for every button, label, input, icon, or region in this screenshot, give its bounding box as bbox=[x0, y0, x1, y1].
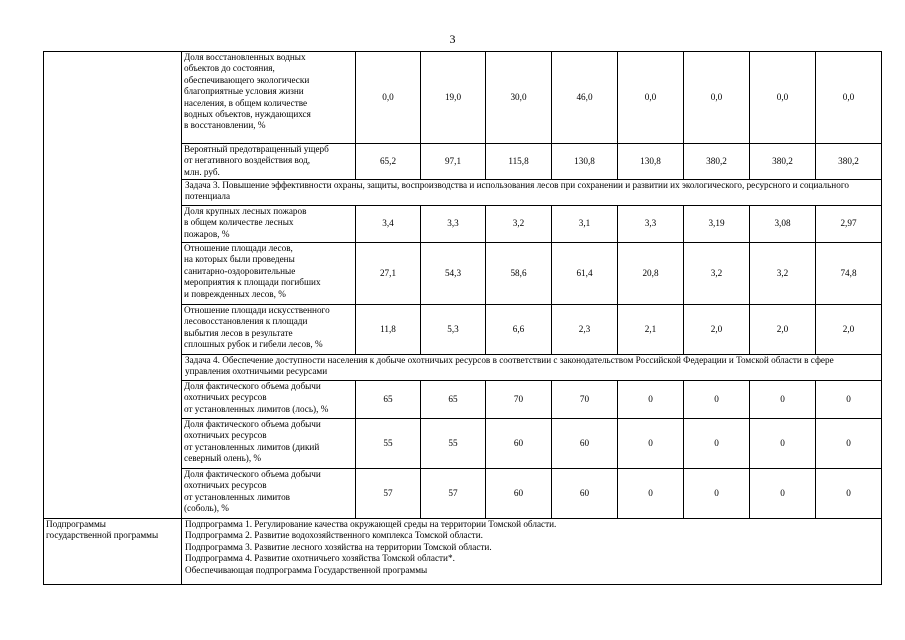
indicator-label bbox=[182, 419, 356, 469]
indicator-value: 0,0 bbox=[356, 52, 421, 144]
indicator-value: 2,97 bbox=[816, 206, 882, 243]
indicator-value: 58,6 bbox=[486, 243, 552, 305]
indicator-value: 65,2 bbox=[356, 144, 421, 180]
table-body bbox=[44, 52, 882, 585]
indicator-value: 0,0 bbox=[618, 52, 684, 144]
indicator-label-line: Доля крупных лесных пожаров bbox=[184, 206, 307, 216]
indicator-value: 2,0 bbox=[816, 305, 882, 355]
indicator-value: 115,8 bbox=[486, 144, 552, 180]
indicator-value: 0 bbox=[816, 381, 882, 419]
indicator-value: 61,4 bbox=[552, 243, 618, 305]
subprograms-heading-line: государственной программы bbox=[46, 530, 159, 541]
indicator-label-line: Вероятный предотвращенный ущерб bbox=[184, 144, 329, 154]
indicator-label-line: мероприятия к площади погибших bbox=[184, 277, 321, 288]
indicator-value: 3,1 bbox=[552, 206, 618, 243]
subprogram-item: Подпрограмма 4. Развитие охотничьего хозяйства Томской области*. bbox=[185, 553, 455, 564]
indicator-value: 3,2 bbox=[486, 206, 552, 243]
indicator-label-line: от негативного воздействия вод, bbox=[184, 155, 311, 166]
indicator-label-line: населения, в общем количестве bbox=[184, 97, 308, 108]
table-row bbox=[44, 52, 882, 144]
indicator-value: 70 bbox=[552, 381, 618, 419]
indicator-value: 0 bbox=[684, 419, 750, 469]
indicator-value: 3,2 bbox=[750, 243, 816, 305]
subprogram-item: Подпрограмма 2. Развитие водохозяйственного комплекса Томской области. bbox=[185, 530, 483, 541]
indicator-label-line: от установленных лимитов bbox=[184, 491, 291, 502]
indicators-table bbox=[43, 51, 882, 585]
indicator-value: 6,6 bbox=[486, 305, 552, 355]
indicator-label bbox=[182, 52, 356, 144]
indicator-value: 0 bbox=[618, 469, 684, 519]
indicator-value: 0 bbox=[750, 419, 816, 469]
indicator-label-line: от установленных лимитов (дикий bbox=[184, 441, 320, 452]
indicator-value: 20,8 bbox=[618, 243, 684, 305]
indicator-label-line: объектов до состояния, bbox=[184, 63, 275, 74]
indicator-value: 130,8 bbox=[618, 144, 684, 180]
subprograms-heading bbox=[44, 519, 182, 585]
indicator-value: 3,3 bbox=[618, 206, 684, 243]
indicator-value: 380,2 bbox=[684, 144, 750, 180]
indicator-value: 97,1 bbox=[421, 144, 486, 180]
indicator-value: 60 bbox=[486, 469, 552, 519]
indicator-value: 0 bbox=[750, 469, 816, 519]
indicator-value: 11,8 bbox=[356, 305, 421, 355]
subprograms-row bbox=[44, 519, 882, 585]
indicator-value: 65 bbox=[421, 381, 486, 419]
subprogram-item: Обеспечивающая подпрограмма Государственной программы bbox=[185, 564, 428, 575]
indicator-value: 54,3 bbox=[421, 243, 486, 305]
indicator-value: 55 bbox=[421, 419, 486, 469]
indicator-value: 2,0 bbox=[684, 305, 750, 355]
indicator-value: 70 bbox=[486, 381, 552, 419]
indicator-value: 57 bbox=[356, 469, 421, 519]
indicator-label-line: Доля восстановленных водных bbox=[184, 52, 306, 62]
page-number: 3 bbox=[449, 32, 456, 46]
indicator-value: 3,19 bbox=[684, 206, 750, 243]
indicator-value: 3,2 bbox=[684, 243, 750, 305]
indicator-value: 0,0 bbox=[684, 52, 750, 144]
indicator-value: 2,3 bbox=[552, 305, 618, 355]
indicator-label-line: Отношение площади лесов, bbox=[184, 243, 293, 253]
subprograms-list bbox=[182, 519, 882, 585]
indicator-label-line: Доля фактического объема добычи bbox=[184, 419, 321, 429]
indicator-label-line: сплошных рубок и гибели лесов, % bbox=[184, 339, 323, 350]
indicator-label bbox=[182, 305, 356, 355]
indicator-label-line: от установленных лимитов (лось), % bbox=[184, 403, 329, 414]
task-heading: Задача 4. Обеспечение доступности населения к добыче охотничьих ресурсов в соответствии с законодательством Российской Федерации и Томской области в сфере управления охотничьими ресурсами bbox=[182, 355, 882, 381]
indicator-value: 0 bbox=[750, 381, 816, 419]
indicator-value: 19,0 bbox=[421, 52, 486, 144]
indicator-label-line: охотничьих ресурсов bbox=[184, 430, 267, 441]
indicator-value: 0 bbox=[684, 469, 750, 519]
indicator-label-line: и поврежденных лесов, % bbox=[184, 288, 286, 299]
subprogram-item: Подпрограмма 3. Развитие лесного хозяйства на территории Томской области. bbox=[185, 541, 492, 552]
indicator-label-line: благоприятные условия жизни bbox=[184, 86, 304, 97]
indicator-label-line: охотничьих ресурсов bbox=[184, 480, 267, 491]
indicator-label-line: в восстановлении, % bbox=[184, 120, 266, 131]
indicator-value: 3,08 bbox=[750, 206, 816, 243]
indicator-label-line: северный олень), % bbox=[184, 453, 262, 464]
indicator-label-line: санитарно-оздоровительные bbox=[184, 265, 296, 276]
indicator-label-line: млн. руб. bbox=[184, 166, 220, 177]
indicator-value: 0 bbox=[816, 469, 882, 519]
indicator-value: 30,0 bbox=[486, 52, 552, 144]
indicator-value: 380,2 bbox=[816, 144, 882, 180]
indicator-label-line: в общем количестве лесных bbox=[184, 217, 294, 228]
indicator-label bbox=[182, 144, 356, 180]
indicator-value: 0 bbox=[618, 381, 684, 419]
indicator-value: 60 bbox=[552, 469, 618, 519]
indicator-value: 46,0 bbox=[552, 52, 618, 144]
indicator-value: 65 bbox=[356, 381, 421, 419]
indicator-label-line: пожаров, % bbox=[184, 228, 230, 239]
indicator-label-line: Доля фактического объема добычи bbox=[184, 469, 321, 479]
indicator-label-line: лесовосстановления к площади bbox=[184, 316, 308, 327]
indicator-label-line: Отношение площади искусственного bbox=[184, 305, 330, 315]
indicator-label-line: обеспечивающего экологически bbox=[184, 74, 310, 85]
indicator-value: 3,4 bbox=[356, 206, 421, 243]
indicator-value: 2,0 bbox=[750, 305, 816, 355]
left-empty-cell bbox=[44, 52, 182, 519]
indicator-value: 0 bbox=[684, 381, 750, 419]
indicator-value: 3,3 bbox=[421, 206, 486, 243]
indicator-value: 0 bbox=[816, 419, 882, 469]
subprograms-heading-line: Подпрограммы bbox=[46, 519, 106, 529]
indicator-value: 74,8 bbox=[816, 243, 882, 305]
indicator-label-line: выбытия лесов в результате bbox=[184, 327, 293, 338]
indicator-value: 130,8 bbox=[552, 144, 618, 180]
indicator-value: 0,0 bbox=[816, 52, 882, 144]
indicator-value: 0,0 bbox=[750, 52, 816, 144]
indicator-label bbox=[182, 381, 356, 419]
task-heading: Задача 3. Повышение эффективности охраны, защиты, воспроизводства и использования лесов при сохранении и развитии их экологического, ресурсного и социального потенциала bbox=[182, 180, 882, 206]
indicator-value: 57 bbox=[421, 469, 486, 519]
indicator-label-line: (соболь), % bbox=[184, 503, 229, 514]
indicator-value: 0 bbox=[618, 419, 684, 469]
indicator-value: 60 bbox=[486, 419, 552, 469]
indicator-label-line: водных объектов, нуждающихся bbox=[184, 109, 311, 120]
indicator-label bbox=[182, 469, 356, 519]
subprogram-item: Подпрограмма 1. Регулирование качества окружающей среды на территории Томской области. bbox=[185, 519, 557, 529]
indicator-label bbox=[182, 243, 356, 305]
indicator-value: 55 bbox=[356, 419, 421, 469]
indicator-value: 60 bbox=[552, 419, 618, 469]
indicator-value: 27,1 bbox=[356, 243, 421, 305]
indicator-label bbox=[182, 206, 356, 243]
indicator-label-line: Доля фактического объема добычи bbox=[184, 381, 321, 391]
indicator-value: 380,2 bbox=[750, 144, 816, 180]
indicator-label-line: на которых были проведены bbox=[184, 254, 295, 265]
indicator-label-line: охотничьих ресурсов bbox=[184, 392, 267, 403]
indicator-value: 5,3 bbox=[421, 305, 486, 355]
indicator-value: 2,1 bbox=[618, 305, 684, 355]
